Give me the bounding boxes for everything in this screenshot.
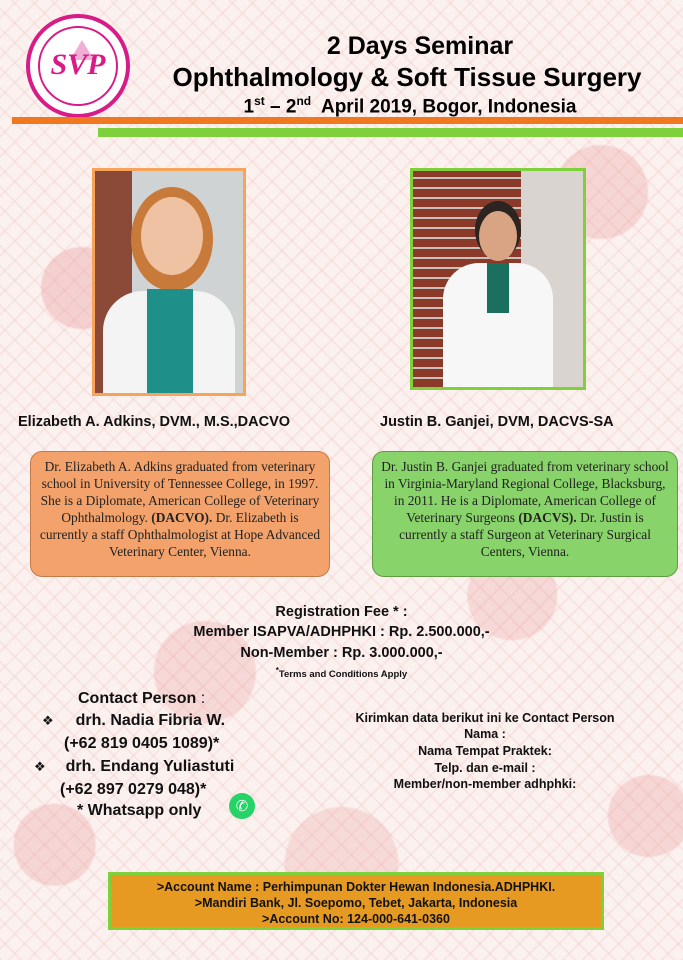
association-logo [26,14,130,118]
face-shape [141,197,203,275]
speaker-name-ganjei: Justin B. Ganjei, DVM, DACVS-SA [380,414,614,430]
orange-divider [12,117,683,124]
contact-heading: Contact Person : [78,690,206,707]
scrubs-shape [487,263,509,313]
bank-address: >Mandiri Bank, Jl. Soepomo, Tebet, Jakarta, Indonesia [194,896,518,910]
bank-account-box [108,872,604,930]
seminar-subtitle: Ophthalmology & Soft Tissue Surgery [172,62,642,92]
field-name: Nama : [464,727,506,741]
logo-monogram: SVP [50,48,106,81]
send-data-heading: Kirimkan data berikut ini ke Contact Person [355,711,615,725]
contact-phone-1[interactable]: (+62 819 0405 1089)* [64,735,220,752]
speaker-bio-ganjei: Dr. Justin B. Ganjei graduated from veterinary school in Virginia-Maryland Regional College, Blacksburg, in 2011. He is a Diplomate, American College of Veterinary Surgeons (DACVS). Dr. Justin is currently a staff Surgeon at Veterinary Surgical Centers, Vienna. [372,451,678,577]
contact-person-2: ❖ drh. Endang Yuliastuti [34,758,235,775]
member-fee: Member ISAPVA/ADHPHKI : Rp. 2.500.000,- [193,624,490,640]
account-name: >Account Name : Perhimpunan Dokter Hewan Indonesia.ADHPHKI. [156,880,556,894]
terms-note: *Terms and Conditions Apply [275,666,408,681]
field-practice: Nama Tempat Praktek: [418,744,552,758]
green-divider [98,128,683,137]
speaker-bio-adkins: Dr. Elizabeth A. Adkins graduated from veterinary school in University of Tennessee College, in 1997. She is a Diplomate, American College of Veterinary Ophthalmology. (DACVO). Dr. Elizabeth is currently a staff Ophthalmologist at Hope Advanced Veterinary Center, Vienna. [30,451,330,577]
field-membership: Member/non-member adhphki: [393,777,577,791]
diamond-bullet-icon: ❖ [34,760,46,775]
diamond-bullet-icon: ❖ [42,714,54,729]
speaker-photo-adkins [92,168,246,396]
whatsapp-note: * Whatsapp only [77,802,202,819]
non-member-fee: Non-Member : Rp. 3.000.000,- [240,645,443,661]
registration-heading: Registration Fee * : [275,604,408,620]
contact-phone-2[interactable]: (+62 897 0279 048)* [60,781,207,798]
face-shape [479,211,517,261]
speaker-name-adkins: Elizabeth A. Adkins, DVM., M.S.,DACVO [18,414,291,430]
contact-person-1: ❖ drh. Nadia Fibria W. [42,712,226,729]
speaker-photo-ganjei [410,168,586,390]
account-number: >Account No: 124-000-641-0360 [262,912,450,926]
whatsapp-icon: ✆ [229,793,255,819]
seminar-title: 2 Days Seminar [326,32,514,60]
seminar-date: 1st – 2nd April 2019, Bogor, Indonesia [243,94,577,118]
blouse-shape [147,289,193,396]
field-contact: Telp. dan e-mail : [434,761,536,775]
